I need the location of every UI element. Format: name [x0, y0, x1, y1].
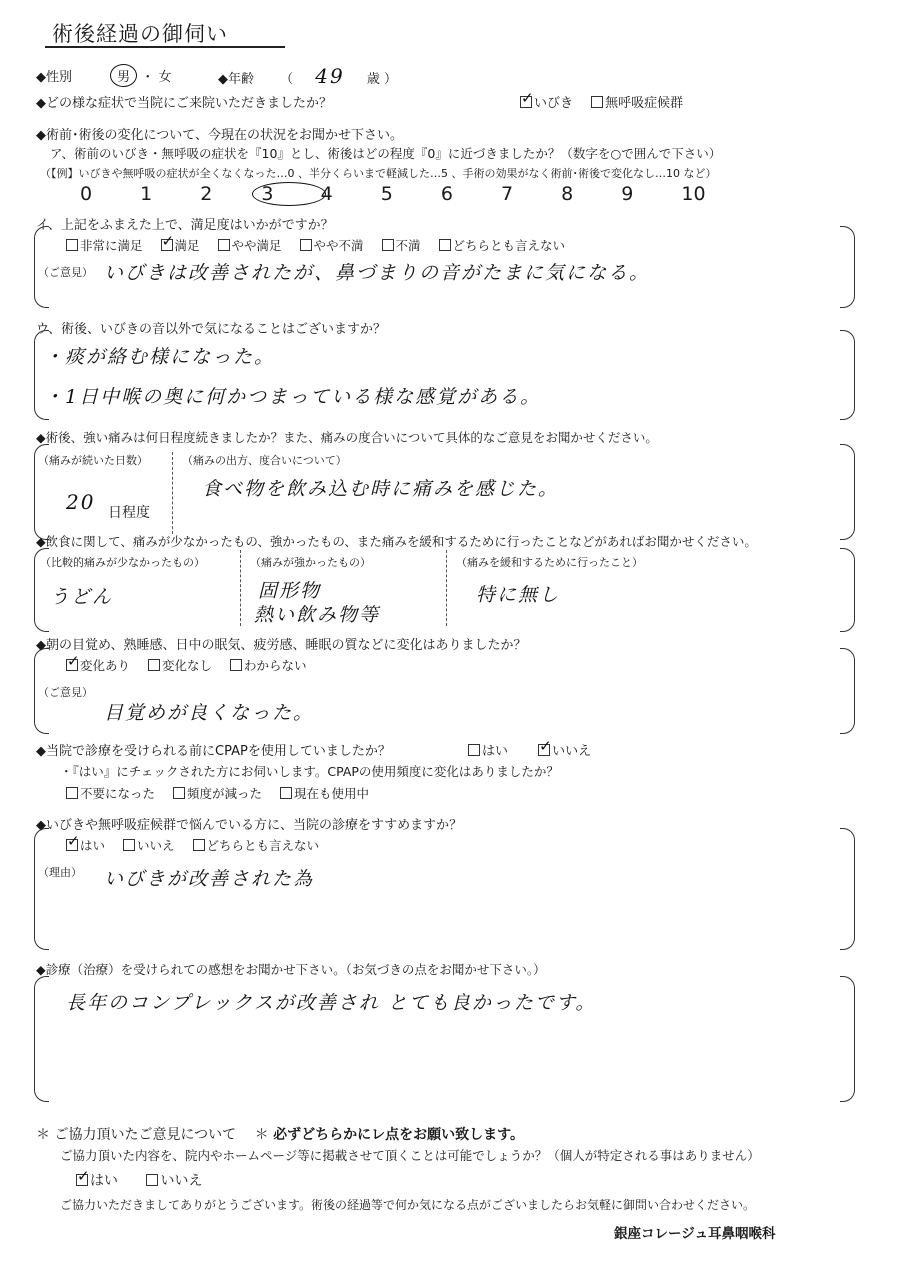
q7-option-label: 変化あり [80, 658, 131, 673]
q3-option-neither[interactable] [439, 238, 566, 253]
q7-option-label: 変化なし [162, 658, 213, 673]
q6-col3-label: （痛みを緩和するために行ったこと） [456, 556, 643, 569]
q9-bracket-right [840, 828, 855, 950]
consent-option-no[interactable] [146, 1173, 202, 1189]
checkbox-icon [230, 659, 242, 671]
checkbox-icon [173, 787, 185, 799]
q8-sub-option-label: 頻度が減った [187, 786, 263, 801]
q2-scale [80, 182, 737, 206]
q8-options [468, 740, 605, 759]
q5-question: ◆術後、強い痛みは何日程度続きましたか？また、痛みの度合いについて具体的なご意見をお聞かせください。 [36, 430, 658, 445]
q3-option-unsatisfied[interactable] [382, 238, 421, 253]
q1-option-snoring[interactable] [520, 96, 573, 111]
consent-head-2: ＊ [254, 1127, 269, 1143]
q7-option-changed[interactable] [66, 658, 130, 673]
gender-row [36, 64, 171, 87]
q1-question: ◆どの様な症状で当院にご来院いただきましたか？ [36, 96, 332, 111]
q8-option-yes[interactable] [468, 744, 508, 759]
q9-note-label: （理由） [38, 866, 82, 879]
q2-sub-a: ア、術前のいびき・無呼吸の症状を『10』とし、術後はどの程度『0』に近づきましたか？（数字を○で囲んで下さい） [50, 146, 722, 161]
q1-option-apnea-label: 無呼吸症候群 [605, 96, 684, 111]
checkbox-icon [66, 239, 78, 251]
q9-bracket-left [34, 828, 49, 950]
q1-options [520, 92, 697, 111]
q3-option-very-satisfied[interactable] [66, 238, 143, 253]
age-close: 歳 ） [366, 72, 398, 87]
title-underline [45, 46, 285, 48]
q3-option-satisfied[interactable] [161, 238, 200, 253]
q10-question: ◆診療（治療）を受けられての感想をお聞かせ下さい。（お気づきの点をお聞かせ下さい。） [36, 962, 546, 977]
scale-1[interactable]: 1 [140, 183, 153, 205]
consent-header [36, 1124, 524, 1144]
q9-option-yes[interactable] [66, 838, 105, 853]
age-value[interactable]: 49 [315, 64, 345, 88]
q9-option-label: はい [80, 838, 106, 853]
q8-sub-question: ・『はい』にチェックされた方にお伺いします。CPAPの使用頻度に変化はありましたか？ [60, 764, 559, 779]
q9-option-label: どちらとも言えない [206, 838, 320, 853]
q7-option-label: わからない [244, 658, 307, 673]
consent-option-label: はい [90, 1173, 118, 1189]
scale-2[interactable]: 2 [200, 183, 213, 205]
scale-10[interactable]: 10 [681, 183, 706, 205]
checkbox-icon [193, 839, 205, 851]
q7-question: ◆朝の目覚め、熟睡感、日中の眠気、疲労感、睡眠の質などに変化はありましたか？ [36, 638, 527, 653]
scale-4[interactable]: 4 [320, 183, 333, 205]
q6-col2-answer-1[interactable]: 固形物 [258, 580, 322, 602]
checkbox-icon [218, 239, 230, 251]
checkbox-icon [161, 239, 173, 251]
q10-bracket-right [840, 976, 855, 1102]
q3-option-label: どちらとも言えない [452, 238, 566, 253]
checkbox-icon [280, 787, 292, 799]
consent-question: ご協力頂いた内容を、院内やホームページ等に掲載させて頂くことは可能でしょうか？（個人が特定される事はありません） [60, 1148, 760, 1163]
q3-option-label: 不満 [395, 238, 421, 253]
q3-option-label: 満足 [174, 238, 200, 253]
q8-sub-option-label: 現在も使用中 [294, 786, 370, 801]
q8-option-no[interactable] [538, 744, 591, 759]
scale-3-selected: 3 [252, 182, 326, 206]
gender-separator: ・ [141, 70, 155, 85]
gender-male-option[interactable]: 男 [110, 64, 137, 87]
q8-option-label: はい [482, 744, 509, 759]
checkbox-icon [439, 239, 451, 251]
q7-options [66, 656, 321, 674]
scale-9[interactable]: 9 [621, 183, 634, 205]
checkbox-icon [148, 659, 160, 671]
q9-answer[interactable]: いびきが改善された為 [104, 868, 315, 890]
checkbox-icon [382, 239, 394, 251]
q3-bracket-right [840, 226, 855, 308]
q3-option-label: 非常に満足 [80, 238, 143, 253]
q5-detail-label: （痛みの出方、度合いについて） [182, 454, 347, 467]
scale-8[interactable]: 8 [561, 183, 574, 205]
q6-col1-label: （比較的痛みが少なかったもの） [40, 556, 205, 569]
q6-bracket-right [840, 548, 855, 632]
q6-divider-1 [240, 550, 241, 626]
q6-divider-2 [446, 550, 447, 626]
q3-option-somewhat-unsatisfied[interactable] [300, 238, 364, 253]
checkbox-icon [66, 839, 78, 851]
checkbox-icon [520, 96, 532, 108]
q6-col1-answer[interactable]: うどん [50, 586, 114, 608]
consent-option-yes[interactable] [76, 1173, 118, 1189]
q8-sub-option-label: 不要になった [80, 786, 156, 801]
consent-option-label: いいえ [160, 1173, 203, 1189]
gender-label: ◆性別 [36, 70, 72, 85]
q9-options [66, 836, 333, 854]
q5-bracket-right [840, 444, 855, 540]
q8-sub-option-unneeded[interactable] [66, 786, 155, 801]
q8-sub-options [66, 784, 383, 802]
scale-6[interactable]: 6 [440, 183, 453, 205]
q9-option-label: いいえ [137, 838, 175, 853]
q8-sub-option-reduced[interactable] [173, 786, 262, 801]
q3-option-label: やや不満 [313, 238, 364, 253]
checkbox-icon [538, 744, 550, 756]
q1-option-snoring-label: いびき [534, 96, 574, 111]
consent-head-2-bold: 必ずどちらかにレ点をお願い致します。 [273, 1127, 524, 1143]
clinic-name: 銀座コレージュ耳鼻咽喉科 [614, 1226, 776, 1242]
q3-option-somewhat-satisfied[interactable] [218, 238, 282, 253]
q9-option-no[interactable] [123, 838, 175, 853]
scale-7[interactable]: 7 [500, 183, 514, 205]
q4-answer-2[interactable]: ・1日中喉の奥に何かつまっている様な感覚がある。 [44, 386, 542, 408]
q9-question: ◆いびきや無呼吸症候群で悩んでいる方に、当院の診療をすすめますか？ [36, 818, 463, 833]
q3-option-label: やや満足 [231, 238, 282, 253]
gender-female-option[interactable]: 女 [158, 70, 172, 85]
q7-option-no-change[interactable] [148, 658, 212, 673]
q3-note-label: （ご意見） [38, 266, 93, 279]
q2-question: ◆術前･術後の変化について、今現在の状況をお聞かせ下さい。 [36, 128, 403, 143]
q9-option-neither[interactable] [193, 838, 320, 853]
q8-option-label: いいえ [552, 744, 592, 759]
q3-answer[interactable]: いびきは改善されたが、鼻づまりの音がたまに気になる。 [104, 262, 651, 284]
age-row [218, 64, 397, 88]
q7-answer[interactable]: 目覚めが良くなった。 [104, 702, 315, 724]
scale-0[interactable]: 0 [80, 183, 93, 205]
checkbox-icon [66, 659, 78, 671]
checkbox-icon [468, 744, 480, 756]
checkbox-icon [66, 787, 78, 799]
scale-3[interactable] [260, 182, 316, 206]
q1-option-apnea[interactable] [591, 96, 683, 111]
q8-question: ◆当院で診療を受けられる前にCPAPを使用していましたか？ [36, 744, 391, 759]
consent-options [76, 1170, 216, 1190]
q8-sub-option-still-using[interactable] [280, 786, 369, 801]
age-label: ◆年齢 [218, 72, 254, 87]
q5-days-value[interactable]: 20 [66, 490, 96, 514]
consent-head-1: ＊ ご協力頂いたご意見について [36, 1127, 237, 1143]
scale-5[interactable]: 5 [380, 183, 393, 205]
checkbox-icon [300, 239, 312, 251]
q2-example: （【例】いびきや無呼吸の症状が全くなくなった…0 、半分くらいまで軽減した…5 、手術の効果がなく術前･術後で変化なし…10 など） [40, 167, 717, 180]
checkbox-icon [146, 1174, 158, 1186]
thanks-message: ご協力いただきましてありがとうございます。術後の経過等で何か気になる点がございましたらお気軽に御問い合わせください。 [60, 1198, 756, 1212]
q6-question: ◆飲食に関して、痛みが少なかったもの、強かったもの、また痛みを緩和するために行ったことなどがあればお聞かせください。 [36, 534, 757, 549]
q6-col2-label: （痛みが強かったもの） [250, 556, 371, 569]
q3-options [66, 236, 579, 254]
q6-col3-answer[interactable]: 特に無し [476, 584, 561, 606]
q5-days-unit: 日程度 [108, 505, 150, 521]
q10-answer[interactable]: 長年のコンプレックスが改善され とても良かったです。 [66, 992, 597, 1014]
q7-note-label: （ご意見） [38, 686, 93, 699]
q5-days-label: （痛みが続いた日数） [38, 454, 148, 467]
q3-question: イ、上記をふまえた上で、満足度はいかがですか？ [36, 218, 334, 233]
age-open: （ [280, 72, 294, 87]
checkbox-icon [591, 96, 603, 108]
q7-option-unknown[interactable] [230, 658, 307, 673]
checkbox-icon [76, 1174, 88, 1186]
q4-answer-1[interactable]: ・痰が絡む様になった。 [44, 346, 276, 368]
q4-question: ウ、術後、いびきの音以外で気になることはございますか？ [36, 322, 386, 337]
q5-detail-answer[interactable]: 食べ物を飲み込む時に痛みを感じた。 [202, 478, 560, 500]
q10-bracket-left [34, 976, 49, 1102]
q7-bracket-right [840, 648, 855, 734]
q4-bracket-right [840, 330, 855, 420]
q6-col2-answer-2[interactable]: 熱い飲み物等 [254, 604, 381, 626]
page-title: 術後経過の御伺い [52, 22, 228, 46]
checkbox-icon [123, 839, 135, 851]
q5-divider [172, 452, 173, 534]
